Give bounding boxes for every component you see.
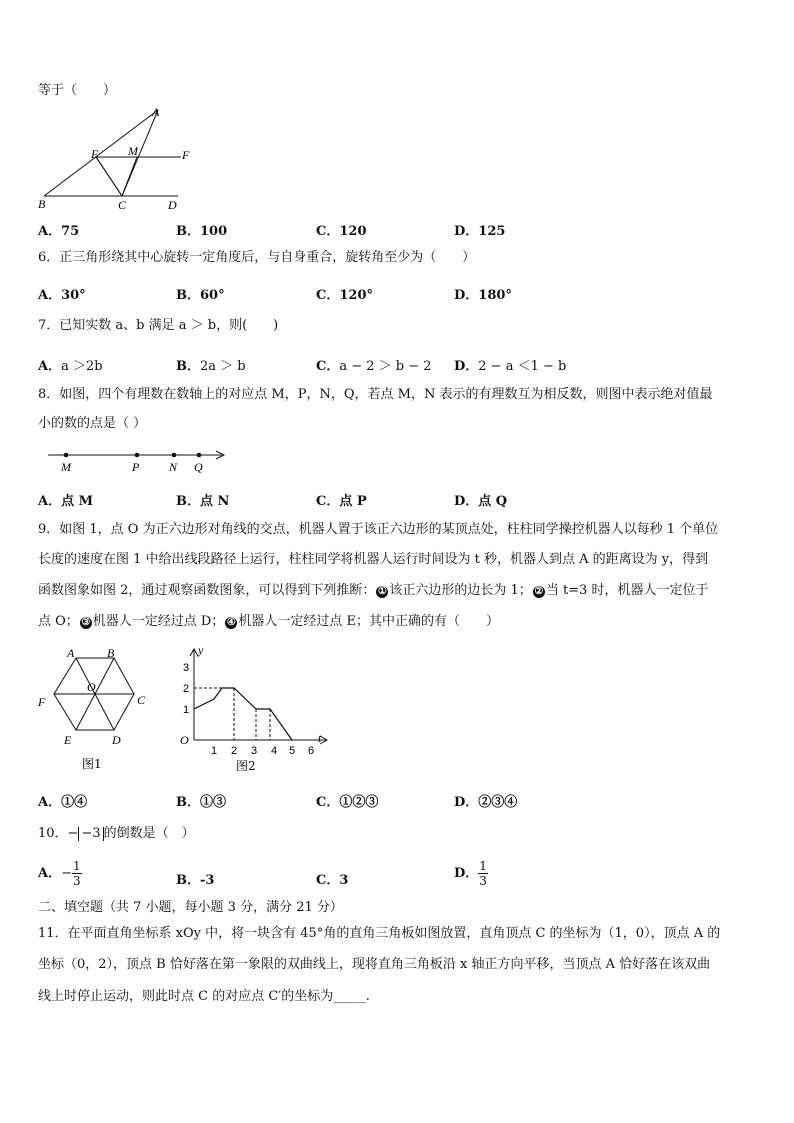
- hex-label-E: E: [64, 733, 72, 747]
- q8-option-a: A．点 M: [38, 494, 94, 509]
- point-M: [64, 453, 69, 458]
- q9-option-d: D．②③④: [454, 795, 518, 810]
- q5-option-c: C．120: [316, 224, 367, 239]
- hex-label-F: F: [38, 695, 46, 709]
- q6-option-d: D．180°: [454, 288, 512, 303]
- t-axis-label: t: [318, 731, 322, 745]
- caption-fig2: 图2: [236, 759, 256, 773]
- point-Q-label: Q: [194, 460, 203, 474]
- circled-2: ②: [534, 586, 544, 597]
- hex-label-O: O: [87, 680, 96, 694]
- y-tick-1: 1: [183, 704, 190, 716]
- label-B: B: [38, 197, 46, 211]
- circled-3: ③: [81, 617, 91, 628]
- q7-option-a: A．a ＞2b: [38, 359, 103, 374]
- q9-option-b: B．①③: [176, 795, 227, 810]
- t-tick-1: 1: [211, 745, 218, 757]
- q9-option-c: C．①②③: [316, 795, 379, 810]
- line-CM: [122, 157, 137, 196]
- circled-4: ④: [226, 617, 236, 628]
- q5-option-d: D．125: [454, 224, 506, 239]
- y-tick-3: 3: [183, 662, 190, 674]
- line-BA: [44, 110, 158, 196]
- q7-option-d: D．2 − a ＜1 − b: [454, 359, 567, 374]
- t-tick-2: 2: [231, 745, 238, 757]
- abs-value: −3: [78, 827, 103, 841]
- q9-stem-line2: 长度的速度在图 1 中给出线段路径上运行，柱柱同学将机器人运行时间设为 t 秒，机器人到点 A 的距离设为 y，得到: [38, 552, 709, 567]
- q7-stem: 7．已知实数 a、b 满足 a ＞ b，则( ): [38, 318, 279, 333]
- hex-label-B: B: [107, 646, 115, 660]
- t-tick-5: 5: [289, 745, 296, 757]
- point-Q: [197, 453, 202, 458]
- q8-option-b: B．点 N: [176, 494, 230, 509]
- q5-stem-tail: 等于（ ）: [38, 83, 117, 98]
- q11-stem-line3: 线上时停止运动，则此时点 C 的对应点 C′的坐标为_____.: [38, 989, 370, 1004]
- q6-option-b: B．60°: [176, 288, 225, 303]
- q11-stem-line1: 11．在平面直角坐标系 xOy 中，将一块含有 45°角的直角三角板如图放置，直角顶点 C 的坐标为（1，0），顶点 A 的: [38, 926, 721, 941]
- circled-1: ①: [377, 586, 387, 597]
- t-tick-6: 6: [308, 745, 315, 757]
- point-P: [135, 453, 140, 458]
- y-tick-2: 2: [183, 683, 190, 695]
- t-tick-4: 4: [271, 745, 278, 757]
- q10-stem: 10．− −3 的倒数是（ ）: [38, 826, 195, 841]
- hex-label-A: A: [67, 646, 75, 660]
- q7-option-b: B．2a ＞ b: [176, 359, 246, 374]
- q6-stem: 6．正三角形绕其中心旋转一定角度后，与自身重合，旋转角至少为（ ）: [38, 250, 476, 265]
- q10-option-a: A．− $\frac{1}{3}$: [38, 859, 81, 888]
- label-F: F: [182, 148, 190, 162]
- q9-option-a: A．①④: [38, 795, 88, 810]
- q10-option-d: D． $\frac{1}{3}$: [454, 859, 487, 888]
- point-M-label: M: [61, 460, 71, 474]
- function-curve: [194, 688, 292, 740]
- q5-option-b: B．100: [176, 224, 228, 239]
- label-E: E: [91, 147, 99, 161]
- q10-option-c: C．3: [316, 873, 349, 888]
- t-tick-3: 3: [251, 745, 258, 757]
- q6-option-a: A．30°: [38, 288, 86, 303]
- label-A: A: [152, 106, 160, 119]
- point-N: [172, 453, 177, 458]
- point-N-label: N: [169, 460, 178, 474]
- q6-option-c: C．120°: [316, 288, 373, 303]
- q9-stem-line4: 点 O； ③ 机器人一定经过点 D； ④ 机器人一定经过点 E；其中正确的有（ ）: [38, 614, 499, 629]
- q9-hexagon-figure: [34, 644, 164, 774]
- y-axis-label: y: [198, 644, 204, 657]
- q8-stem-line1: 8．如图，四个有理数在数轴上的对应点 M，P，N，Q，若点 M，N 表示的有理数互为相反数，则图中表示绝对值最: [38, 387, 713, 402]
- q8-option-c: C．点 P: [316, 494, 367, 509]
- hex-label-C: C: [137, 693, 146, 707]
- q9-function-graph: [176, 644, 336, 776]
- label-C: C: [118, 198, 127, 212]
- label-D: D: [168, 198, 177, 212]
- q8-option-d: D．点 Q: [454, 494, 508, 509]
- q10-option-b: B．-3: [176, 873, 215, 888]
- origin-label: O: [180, 733, 189, 747]
- caption-fig1: 图1: [82, 757, 102, 771]
- q9-stem-line3: 函数图象如图 2，通过观察函数图象，可以得到下列推断： ① 该正六边形的边长为 1； ② 当 t=3 时，机器人一定位于: [38, 583, 709, 598]
- q5-figure: [36, 106, 196, 212]
- q8-stem-line2: 小的数的点是（ ）: [38, 416, 147, 431]
- hex-label-D: D: [112, 733, 121, 747]
- q7-option-c: C．a − 2 ＞ b − 2: [316, 359, 432, 374]
- point-P-label: P: [132, 460, 140, 474]
- section-heading-fill-in: 二、填空题（共 7 小题，每小题 3 分，满分 21 分）: [38, 900, 343, 915]
- label-M: M: [128, 144, 138, 158]
- q8-number-line: [42, 445, 232, 475]
- q11-stem-line2: 坐标（0，2），顶点 B 恰好落在第一象限的双曲线上，现将直角三角板沿 x 轴正方向平移，当顶点 A 恰好落在该双曲: [38, 957, 711, 972]
- q9-stem-line1: 9．如图 1，点 O 为正六边形对角线的交点，机器人置于该正六边形的某顶点处，柱柱同学操控机器人以每秒 1 个单位: [38, 522, 719, 537]
- q5-option-a: A．75: [38, 224, 80, 239]
